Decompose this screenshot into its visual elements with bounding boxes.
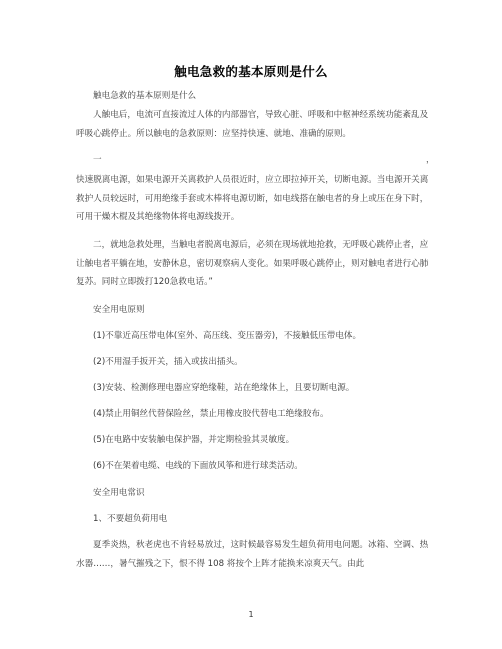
intro-paragraph: 人触电后，电流可直接流过人体的内部器官，导致心脏、呼吸和中枢神经系统功能紊乱及呼吸心跳停止。所以触电的急救原则：应坚持快速、就地、准确的原则。 (76, 110, 429, 139)
safety-principles-heading: 安全用电原则 (93, 305, 145, 315)
separator-right: ， (426, 155, 435, 165)
safety-common-heading: 安全用电常识 (93, 488, 145, 498)
item1-heading: 1、不要超负荷用电 (93, 514, 168, 524)
separator-left: 一 (93, 155, 102, 165)
rule-item: (2)不用湿手扳开关，插入或拔出插头。 (93, 357, 243, 367)
page-number: 1 (248, 610, 254, 619)
rule-item: (3)安装、检测修理电器应穿绝缘鞋，站在绝缘体上，且要切断电源。 (93, 383, 355, 393)
section1-paragraph: 快速脱离电源，如果电源开关离救护人员很近时，应立即拉掉开关，切断电源。当电源开关离救护人员较远时，可用绝缘手套或木棒将电源切断，如电线搭在触电者的身上或压在身下时，可用干燥木棍及其绝缘物体将电源线拨开。 (76, 175, 429, 222)
section2-paragraph: 二，就地急救处理，当触电者脱离电源后，必须在现场就地抢救，无呼吸心跳停止者，应让触电者平躺在地，安静休息，密切观察病人变化。如果呼吸心跳停止，则对触电者进行心肺复苏。同时立即拨打120急救电话。” (76, 240, 429, 287)
rule-item: (6)不在架着电缆、电线的下面放风筝和进行球类活动。 (93, 461, 303, 471)
page-title: 触电急救的基本原则是什么 (174, 64, 328, 79)
item1-paragraph: 夏季炎热，秋老虎也不肯轻易放过，这时候最容易发生超负荷用电问题。冰箱、空调、热水器……，暑气摧残之下，恨不得 108 将按个上阵才能换来凉爽天气。由此 (76, 540, 429, 569)
rule-item: (4)禁止用铜丝代替保险丝，禁止用橡皮胶代替电工绝缘胶布。 (93, 409, 329, 419)
rule-item: (1)不靠近高压带电体(室外、高压线、变压器旁)，不接触低压带电体。 (93, 331, 362, 341)
rule-item: (5)在电路中安装触电保护器，并定期检验其灵敏度。 (93, 435, 295, 445)
subtitle: 触电急救的基本原则是什么 (93, 91, 197, 101)
